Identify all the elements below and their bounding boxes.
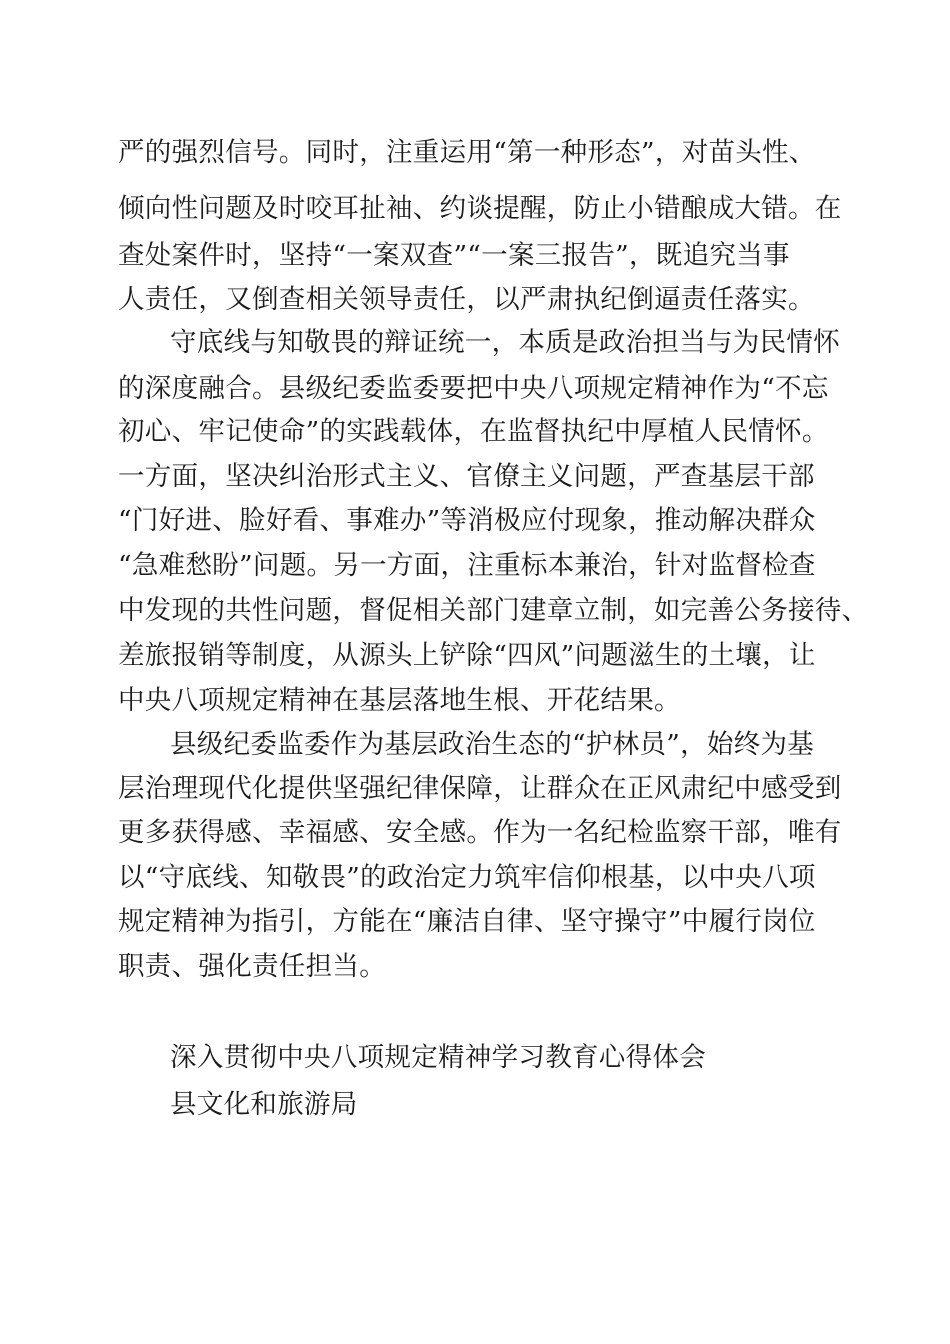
body-line: “急难愁盼”问题。另一方面，注重标本兼治，针对监督检查 [118,550,816,581]
body-line: 层治理现代化提供坚强纪律保障，让群众在正风肃纪中感受到 [118,773,842,804]
body-line: 查处案件时，坚持“一案双查”“一案三报告”，既追究当事 [118,240,790,271]
body-line: 职责、强化责任担当。 [118,951,386,982]
body-line: 人责任，又倒查相关领导责任，以严肃执纪倒逼责任落实。 [118,284,815,315]
body-line: 守底线与知敬畏的辩证统一，本质是政治担当与为民情怀 [170,327,840,358]
body-line: 倾向性问题及时咬耳扯袖、约谈提醒，防止小错酿成大错。在 [118,193,842,224]
next-article-title: 深入贯彻中央八项规定精神学习教育心得体会 [170,1042,706,1073]
body-line: 一方面，坚决纠治形式主义、官僚主义问题，严查基层干部 [118,461,815,492]
body-line: 规定精神为指引，方能在“廉洁自律、坚守操守”中履行岗位 [118,906,816,937]
body-line: 县级纪委监委作为基层政治生态的“护林员”，始终为基 [170,729,815,760]
next-article-author: 县文化和旅游局 [170,1089,358,1120]
body-line: 中央八项规定精神在基层落地生根、开花结果。 [118,685,681,716]
body-line: 严的强烈信号。同时，注重运用“第一种形态”，对苗头性、 [118,137,816,168]
body-line: 中发现的共性问题，督促相关部门建章立制，如完善公务接待、 [118,595,869,626]
body-line: 初心、牢记使命”的实践载体，在监督执纪中厚植人民情怀。 [118,416,829,447]
body-line: 差旅报销等制度，从源头上铲除“四风”问题滋生的土壤，让 [118,640,816,671]
body-line: 以“守底线、知敬畏”的政治定力筑牢信仰根基，以中央八项 [118,862,816,893]
body-line: “门好进、脸好看、事难办”等消极应付现象，推动解决群众 [118,505,816,536]
body-line: 更多获得感、幸福感、安全感。作为一名纪检监察干部，唯有 [118,817,842,848]
body-line: 的深度融合。县级纪委监委要把中央八项规定精神作为“不忘 [118,373,829,404]
